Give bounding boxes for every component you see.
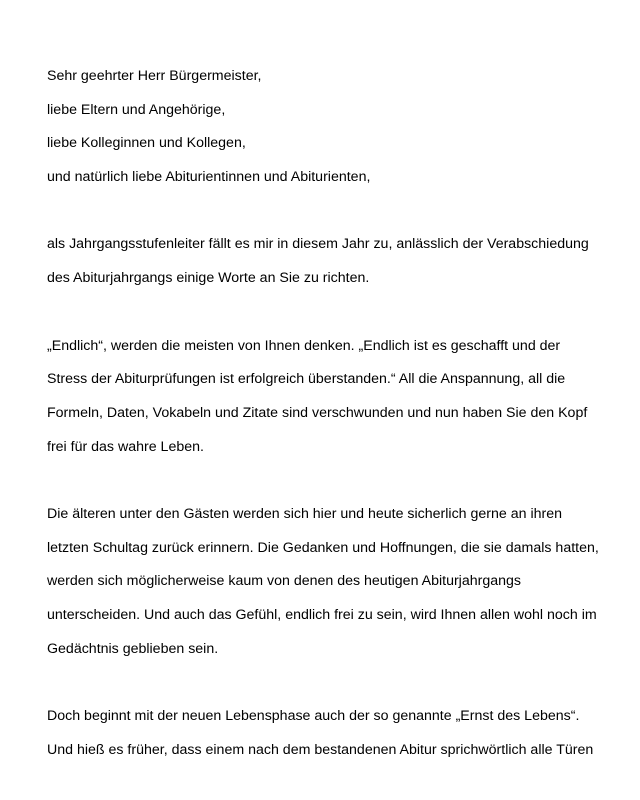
text-line: werden sich möglicherweise kaum von denen des heutigen Abiturjahrgangs [47,573,521,590]
text-line: „Endlich“, werden die meisten von Ihnen denken. „Endlich ist es geschafft und der [47,337,561,354]
text-line: Doch beginnt mit der neuen Lebensphase auch der so genannte „Ernst des Lebens“. [47,708,580,725]
text-line: Formeln, Daten, Vokabeln und Zitate sind verschwunden und nun haben Sie den Kopf [47,404,588,421]
speech-text [47,60,627,767]
text-line: Stress der Abiturprüfungen ist erfolgreich überstanden.“ All die Anspannung, all die [47,371,566,388]
text-line: des Abiturjahrgangs einige Worte an Sie zu richten. [47,270,370,287]
text-line: Gedächtnis geblieben sein. [47,640,219,657]
text-line: frei für das wahre Leben. [47,438,204,455]
paragraph-spacer [47,464,627,498]
text-line: Und hieß es früher, dass einem nach dem bestandenen Abitur sprichwörtlich alle Türen [47,741,594,758]
paragraph [47,700,627,767]
text-line: liebe Eltern und Angehörige, [47,101,226,118]
greeting-block [47,60,627,195]
text-line: als Jahrgangsstufenleiter fällt es mir in diesem Jahr zu, anlässlich der Verabschiedung [47,236,589,253]
paragraph-spacer [47,666,627,700]
text-line: letzten Schultag zurück erinnern. Die Gedanken und Hoffnungen, die sie damals hatten, [47,539,599,556]
paragraph [47,330,627,465]
text-line: liebe Kolleginnen und Kollegen, [47,135,246,152]
text-line: Die älteren unter den Gästen werden sich hier und heute sicherlich gerne an ihren [47,505,563,522]
text-line: Sehr geehrter Herr Bürgermeister, [47,68,262,84]
paragraph [47,228,627,295]
paragraph [47,498,627,666]
text-line: und natürlich liebe Abiturientinnen und Abiturienten, [47,169,371,186]
paragraph-spacer [47,195,627,229]
text-line: unterscheiden. Und auch das Gefühl, endlich frei zu sein, wird Ihnen allen wohl noch im [47,607,597,623]
paragraph-spacer [47,296,627,330]
